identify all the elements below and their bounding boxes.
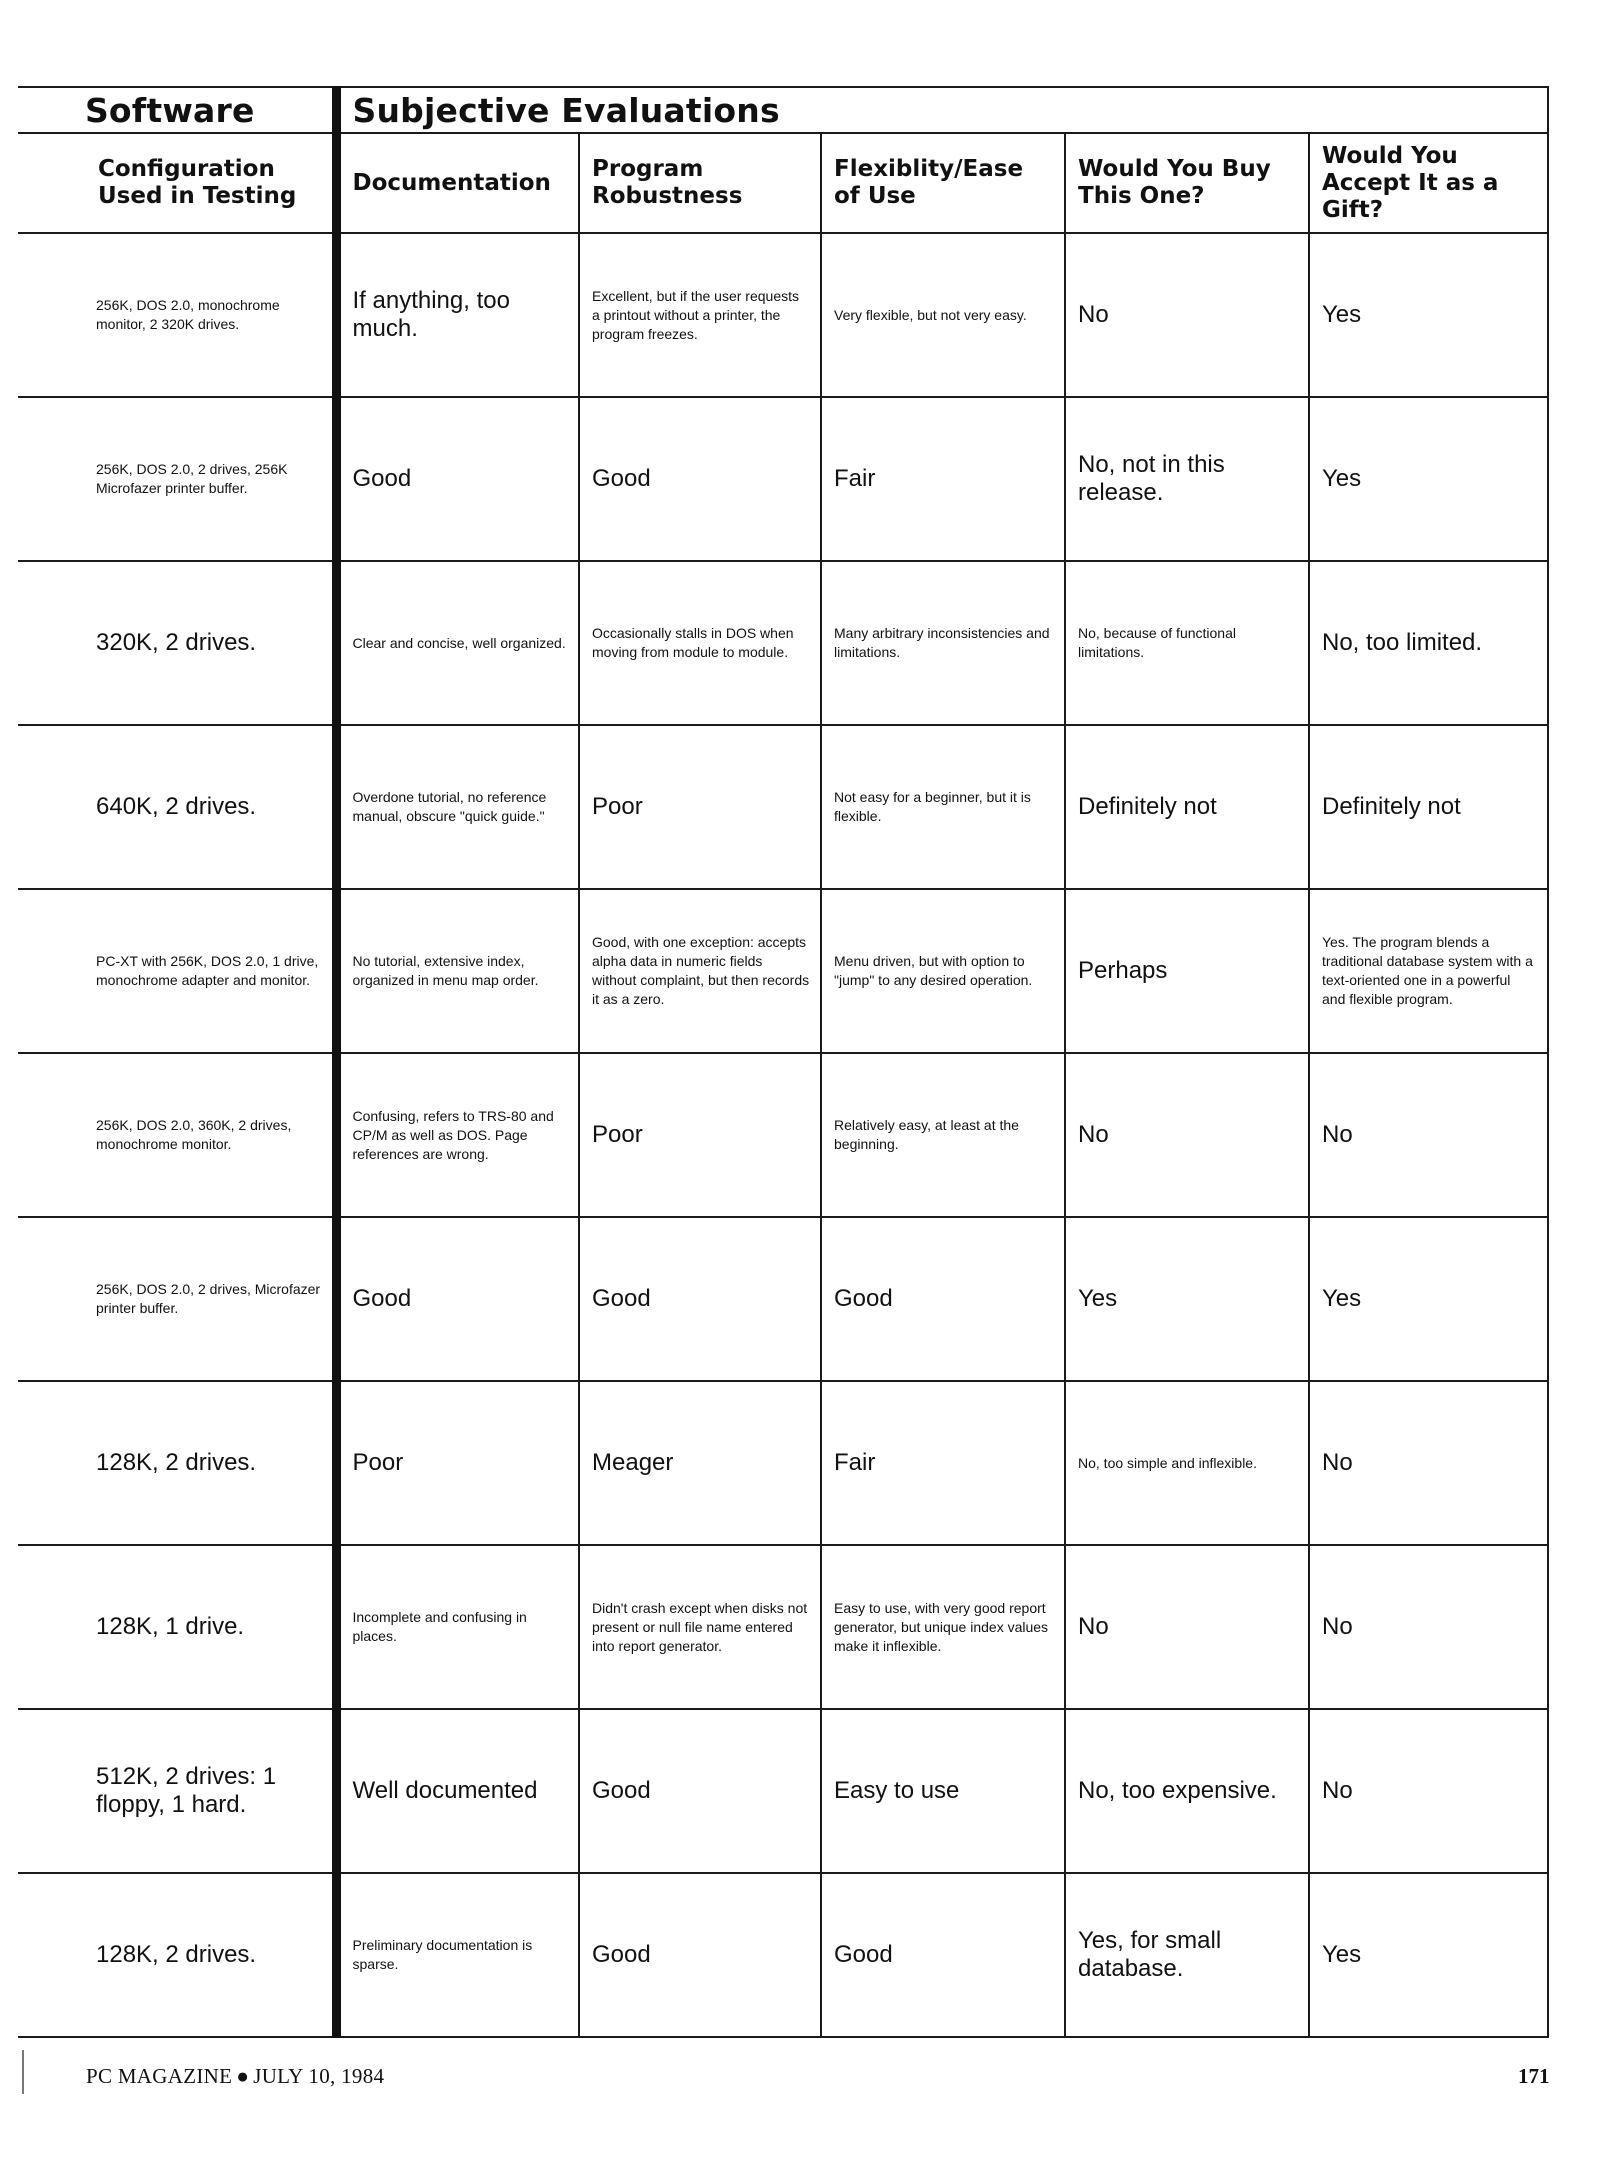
flexibility-cell: Not easy for a beginner, but it is flexible. [821, 725, 1065, 889]
gift-cell: No, too limited. [1309, 561, 1548, 725]
header-row-columns [18, 133, 1548, 233]
column-header-configuration: Configuration Used in Testing [18, 133, 336, 233]
table-row [18, 561, 1548, 725]
flexibility-cell: Relatively easy, at least at the beginning. [821, 1053, 1065, 1217]
gift-cell: No [1309, 1053, 1548, 1217]
config-cell: 256K, DOS 2.0, 360K, 2 drives, monochrome monitor. [18, 1053, 336, 1217]
table-row [18, 1545, 1548, 1709]
gift-cell: Yes [1309, 1873, 1548, 2037]
documentation-cell: No tutorial, extensive index, organized in menu map order. [336, 889, 579, 1053]
documentation-cell: Well documented [336, 1709, 579, 1873]
robustness-cell: Poor [579, 725, 821, 889]
documentation-cell: Good [336, 1217, 579, 1381]
robustness-cell: Good [579, 397, 821, 561]
config-cell: 256K, DOS 2.0, 2 drives, Microfazer printer buffer. [18, 1217, 336, 1381]
config-cell: 640K, 2 drives. [18, 725, 336, 889]
table-body [18, 233, 1548, 2037]
buy-cell: No, too simple and inflexible. [1065, 1381, 1309, 1545]
robustness-cell: Good [579, 1217, 821, 1381]
config-cell: 128K, 2 drives. [18, 1873, 336, 2037]
header-row-top [18, 87, 1548, 133]
flexibility-cell: Very flexible, but not very easy. [821, 233, 1065, 397]
table-row [18, 233, 1548, 397]
documentation-cell: Preliminary documentation is sparse. [336, 1873, 579, 2037]
column-header-flexibility: Flexiblity/Ease of Use [821, 133, 1065, 233]
config-cell: 256K, DOS 2.0, monochrome monitor, 2 320K drives. [18, 233, 336, 397]
footer-page-number: 171 [1518, 2064, 1550, 2088]
evaluation-table [18, 86, 1549, 2038]
flexibility-cell: Easy to use, with very good report generator, but unique index values make it inflexible. [821, 1545, 1065, 1709]
table-row [18, 1873, 1548, 2037]
buy-cell: No [1065, 1545, 1309, 1709]
robustness-cell: Occasionally stalls in DOS when moving from module to module. [579, 561, 821, 725]
config-cell: 128K, 2 drives. [18, 1381, 336, 1545]
buy-cell: No, not in this release. [1065, 397, 1309, 561]
buy-cell: Perhaps [1065, 889, 1309, 1053]
documentation-cell: Overdone tutorial, no reference manual, obscure "quick guide." [336, 725, 579, 889]
robustness-cell: Poor [579, 1053, 821, 1217]
gift-cell: Yes [1309, 233, 1548, 397]
robustness-cell: Meager [579, 1381, 821, 1545]
gift-cell: No [1309, 1545, 1548, 1709]
flexibility-cell: Easy to use [821, 1709, 1065, 1873]
gift-cell: Yes. The program blends a traditional database system with a text-oriented one in a powerful and flexible program. [1309, 889, 1548, 1053]
software-heading: Software [18, 87, 336, 133]
table-row [18, 1053, 1548, 1217]
config-cell: 128K, 1 drive. [18, 1545, 336, 1709]
buy-cell: Definitely not [1065, 725, 1309, 889]
documentation-cell: Incomplete and confusing in places. [336, 1545, 579, 1709]
flexibility-cell: Good [821, 1217, 1065, 1381]
flexibility-cell: Good [821, 1873, 1065, 2037]
flexibility-cell: Many arbitrary inconsistencies and limitations. [821, 561, 1065, 725]
gift-cell: Yes [1309, 1217, 1548, 1381]
buy-cell: No [1065, 1053, 1309, 1217]
footer-publication: PC MAGAZINE [86, 2064, 233, 2088]
flexibility-cell: Menu driven, but with option to "jump" to any desired operation. [821, 889, 1065, 1053]
footer-publication-line [86, 2064, 384, 2089]
documentation-cell: Poor [336, 1381, 579, 1545]
table-row [18, 1217, 1548, 1381]
buy-cell: Yes, for small database. [1065, 1873, 1309, 2037]
gift-cell: No [1309, 1709, 1548, 1873]
buy-cell: Yes [1065, 1217, 1309, 1381]
gift-cell: Definitely not [1309, 725, 1548, 889]
config-cell: 320K, 2 drives. [18, 561, 336, 725]
table-row [18, 889, 1548, 1053]
margin-rule [22, 2050, 24, 2094]
config-cell: 256K, DOS 2.0, 2 drives, 256K Microfazer printer buffer. [18, 397, 336, 561]
column-header-robustness: Program Robustness [579, 133, 821, 233]
flexibility-cell: Fair [821, 397, 1065, 561]
buy-cell: No, too expensive. [1065, 1709, 1309, 1873]
documentation-cell: Good [336, 397, 579, 561]
config-cell: PC-XT with 256K, DOS 2.0, 1 drive, monochrome adapter and monitor. [18, 889, 336, 1053]
table-row [18, 1709, 1548, 1873]
gift-cell: Yes [1309, 397, 1548, 561]
subjective-evaluations-heading: Subjective Evaluations [336, 87, 1548, 133]
column-header-gift: Would You Accept It as a Gift? [1309, 133, 1548, 233]
table-row [18, 1381, 1548, 1545]
table-row [18, 397, 1548, 561]
documentation-cell: Clear and concise, well organized. [336, 561, 579, 725]
robustness-cell: Excellent, but if the user requests a printout without a printer, the program freezes. [579, 233, 821, 397]
robustness-cell: Good [579, 1709, 821, 1873]
gift-cell: No [1309, 1381, 1548, 1545]
buy-cell: No, because of functional limitations. [1065, 561, 1309, 725]
column-header-buy: Would You Buy This One? [1065, 133, 1309, 233]
robustness-cell: Good, with one exception: accepts alpha data in numeric fields without complaint, but then records it as a zero. [579, 889, 821, 1053]
table-row [18, 725, 1548, 889]
robustness-cell: Good [579, 1873, 821, 2037]
footer-bullet: ● [236, 2064, 250, 2088]
footer-date: JULY 10, 1984 [253, 2064, 385, 2088]
documentation-cell: If anything, too much. [336, 233, 579, 397]
buy-cell: No [1065, 233, 1309, 397]
robustness-cell: Didn't crash except when disks not present or null file name entered into report generator. [579, 1545, 821, 1709]
config-cell: 512K, 2 drives: 1 floppy, 1 hard. [18, 1709, 336, 1873]
documentation-cell: Confusing, refers to TRS-80 and CP/M as well as DOS. Page references are wrong. [336, 1053, 579, 1217]
flexibility-cell: Fair [821, 1381, 1065, 1545]
column-header-documentation: Documentation [336, 133, 579, 233]
